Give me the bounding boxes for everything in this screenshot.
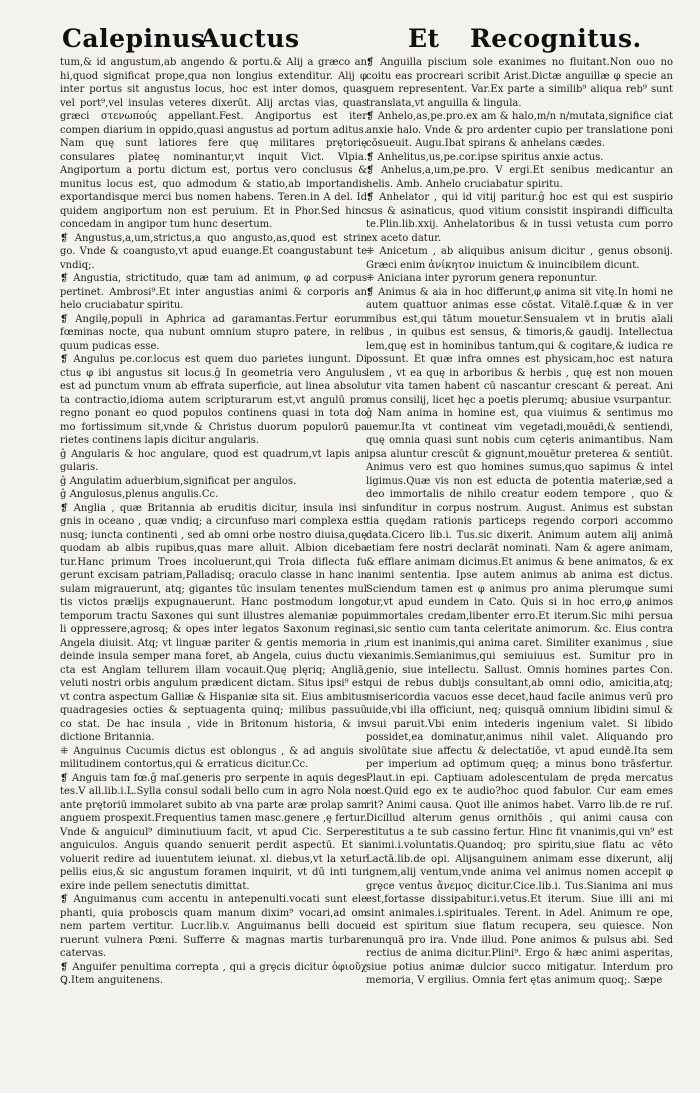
- dictionary-entry: ⁜ Anicetum , ab aliquibus anisum dicitur , genus obsonij. Græci enim ἀνίκητον inuictum & inuincibilem dicunt.: [366, 246, 673, 271]
- header-title-calepinus: Calepinus: [62, 24, 206, 53]
- dictionary-entry: ❡ Animus & aia in hoc differunt,φ anima sit vitę.In homi ne autem quattuor animas esse cōstat. Vitalē.f.quæ & in ver mibus est,qui tātum mouetur.Sensualem vt in brutis aīali bus , in quibus est sensus, & timoris,& gaudij. Intellectua lem,quę est in hominibus tantum,qui & cogitare,& iudica re possunt. Et quæ infra omnes est physicam,hoc est natura lem , vt ea quę in arboribus & herbis , quę est non mouen tur vita tamen habent cū nascantur crescant & pereat. Ani mus consilij, licet hęc a poetis plerumq; abusiue vsurpantur.: [366, 286, 673, 406]
- dictionary-entry: ĝ Angularis & hoc angulare, quod est quadrum,vt lapis an gularis.: [60, 448, 367, 473]
- left-text-column: [60, 56, 367, 988]
- dictionary-entry: ĝ Angulatim aduerbium,significat per angulos.: [60, 475, 297, 487]
- dictionary-entry: ❡ Angustia, strictitudo, quæ tam ad animum, φ ad corpus pertinet. Ambrosi⁹.Et inter angustias animi & corporis an helo cruciabatur spiritu.: [60, 273, 367, 311]
- header-title-auctus: Auctus: [200, 24, 300, 53]
- dictionary-entry: ❡ Anguifer penultima correpta , qui a grȩcis dicitur ὀφιοῦχ Ꝗ.Item anguitenens.: [60, 961, 367, 986]
- dictionary-entry: ❡ Anguis tam fœ.ĝ maſ.generis pro serpente in aquis deges tes.V all.lib.i.L.Sylla consul sodali bello cum in agro Nola no ante prętoriū immolaret subito ab vna parte aræ prolap sam anguem prospexit.Frequentius tamen masc.genere ,ę fertur. Vnde & anguicul⁹ diminutiuum facit, vt apud Cic. Serpere anguiculos. Anguis quando senuerit perdit aspectū. Et si voluerit redire ad iuuentutem ieiunat. xl. diebus,vt la xetur pellis eius,& sic angustum foramen inquirit, vt dū inti tur exire inde pellem senectutis dimittat.: [60, 772, 367, 892]
- dictionary-entry: ❡ Anhelator , qui id vitij paritur.ĝ hoc est qui est suspirio sus & asinaticus, quod vitium consistit inspirandi difficulta te.Plin.lib.xxij. Anhelatoribus & in tussi vetusta cum porro ex aceto datur.: [366, 192, 673, 244]
- dictionary-entry: ⁜ Aniciana inter pyrorum genera reponuntur.: [366, 273, 598, 284]
- dictionary-entry: ❡ Anglia , quæ Britannia ab eruditis dicitur, insula insi s gnis in oceano , quæ vndiq; a circunfuso mari complexa est nusq; iuncta continenti , sed ab omni orbe nostro diuisa,quę quodam ab albis rupibus,quas mare alluit. Albion diceba tur.Hanc primum Troes incoluerunt,qui Troia diflecta fu gerunt excisam patriam,Palladisq; oraculo classe in hanc in sulam migrauerunt, atq; gigantes tūc insulam tenentes mul tis victos prælijs expugnauerunt. Hanc postmodum longo temporum tractu Saxones qui sunt illustres alemaniæ popu li oppressere,agrosq; & opes inter legatos Saxonum regina Angela diuisit. Atq; vt linguæ pariter & gentis memoria in , deinde insula semper mana foret, ab Angela, cuius ductu vi cta est Anglam tellurem illam vocauit.Quę plęriq; Angliā, veluti nostri orbis angulum prædicent dictam. Situs ipsi⁹ est vt contra aspectum Galliæ & Hispaniæ sita sit. Eius ambitus quadragesies octies & septuagenta quinq; milibus passuū co stat. De hac insula , vide in Britonum historia, & in dictione Britannia.: [60, 502, 367, 743]
- dictionary-entry: ❡ Anguimanus cum accentu in antepenulti.vocati sunt ele phanti, quia proboscis quam manum dixim⁹ vocari,ad om nem partem vertitur. Lucr.lib.v. Anguimanus belli docue ruerunt vulnera Pœni. Sufferre & magnas martis turbare catervas.: [60, 894, 367, 959]
- dictionary-entry: ❡ Angustus,a,um,strictus,a quo angusto,as,quod est strin go. Vnde & coangusto,vt apud euange.Et coangustabunt te vndiq;.: [60, 232, 367, 271]
- dictionary-entry: ❡ Angulus pe.cor.locus est quem duo parietes iungunt. Di ctus φ ibi angustus sit locus.ĝ In geometria vero Angulus est ad punctum vnum ab effrata superficie, aut linea absolu ta contractio,idioma autem scripturarum est,vt angulū pro regno ponant eo quod populos continens quasi in tota do mo fortissimum sit,vnde & Christus duorum populorū pa rietes continens lapis dicitur angularis.: [60, 354, 367, 446]
- dictionary-entry: tum,& id angustum,ab angendo & portu.& Alij a græco an hi,quod significat prope,qua non longius extenditur. Alij φ inter portus sit angustus locus, hoc est inter domos, quas vel port⁹,vel insulas veteres dixerūt. Alij arctas vias, quas græci στενωπούς appellant.Fest. Angiportus est iter compen diarium in oppido,quasi angustus ad portum aditus. Nam quę sunt latiores fere quę militares prętorię consulares plateę nominantur,vt inquit Vict. Vlpia. Angiportum a portu dictum est, portus vero conclusus & munitus locus est, quo admodum & statio,ab importandis exportandisque merci bus nomen habens. Teren.in A del. Id quidem angiportum non est peruium. Et in Phor.Sed hinc concedam in angipor tum hunc desertum.: [60, 57, 367, 230]
- dictionary-entry: ĝ Nam anima in homine est, qua viuimus & sentimus mo uemur.Ita vt contineat vim vegetadi,mouēdi,& sentiendi, quę omnia quasi sunt nobis cum cęteris animantibus. Nam ipsa aluntur crescūt & gignunt,mouētur preterea & sentiūt. Animus vero est quo homines sumus,quo sapimus & intel ligimus.Quæ vis non est educta de potentia materiæ,sed a deo immortalis de nihilo creatur eodem tempore , quo & infunditur in corpus nostrum. August. Animus est substan tia quędam rationis particeps regendo corpori accommo data.Cicero lib.i. Tus.sic dixerit. Animum autem alij animā etiam fere nostri declarāt nominati. Nam & agere animam, & efflare animam dicimus.Et animus & bene animatos, & ex animi sententia. Ipse autem animus ab anima est dictus. Sciendum tamen est φ animus pro anima plerumque sumi tur,vt apud eundem in Cato. Quis si in hoc erro,φ animos immortales credam,libenter erro.Et iterum.Sic mihi persua si,sic sentio cum tanta celeritate animorum. &c. Eius contra rium est inanimis,qui anima caret. Similiter exanimus , siue exanimis.Semianimus,qui semiuiuus est. Sumitur pro in genio, siue intellectu. Sallust. Omnis homines partes Con. qui de rebus dubijs consultant,ab omni odio, amicitia,atq; misericordia vacuos esse decet,haud facile animus verū pro uide,vbi illa officiunt, neq; quisquā omnium libidini simul & vsui paruit.Vbi enim intederis ingenium valet. Si libido possidet,ea dominatur,animus nihil valet. Aliquando pro volūtate siue affectu & delectatiōe, vt apud eundē.Ita sem per imperium ad optimum quęq; a minus bono trāsfertur. Plaut.in epi. Captiuam adolescentulam de prȩda mercatus est.Quid ego ex te audio?hoc quod fabulor. Cur eam emes rit? Animi causa. Quot ille animos habet. Varro lib.de re ruſ. Dicillud alterum genus ornithōis , qui animi causa con stitutus a te sub cassino fertur. Hinc fit vnanimis,qui vn⁹ est animi.i.voluntatis.Quandoq; pro spiritu,siue flatu ac vēto Lactā.lib.de opi. Alijsanguinem animam esse dixerunt, alij ignem,alij ventum,vnde anima vel animus nomen accepit φ grȩce ventus ἄνεμος dicitur.Cice.lib.i. Tus.Sianima ani mus est,fortasse dissipabitur.i.vetus.Et iterum. Siue illi ani mi sint animales.i.spirituales. Terent. in Adel. Animum re ope, id est spiritum siue flatum recupera, seu quiesce. Non nunquā pro ira. Vnde illud. Pone animos & pulsus abi. Sed rectius de anima dicitur.Plini⁹. Ergo & hæc animi asperitas, siue potius animæ dulcior succo mitigatur. Interdum pro memoria, V ergilius. Omnia fert ętas animum quoq;. Sæpe: [366, 408, 673, 986]
- dictionary-entry: ⁜ Anguinus Cucumis dictus est oblongus , & ad anguis si militudinem contortus,qui & erraticus dicitur.Cc.: [60, 745, 367, 770]
- dictionary-entry: ❡ Anhelo,as,pe.pro.ex am & halo,m/n n/mutata,significe ciat anxie halo. Vnde & pro ardenter cupio per translatione poni cōsueuit. Augu.Ibat spirans & anhelans cædes.: [366, 111, 673, 149]
- dictionary-entry: ❡ Angilę,populi in Aphrica ad garamantas.Fertur eorum fœminas nocte, qua nubunt omnium stupro patere, in reli quum pudicas esse.: [60, 313, 367, 352]
- dictionary-entry: ❡ Anhelus,a,um,pe.pro. V ergi.Et senibus medicantur an helis. Amb. Anhelo cruciabatur spiritu.: [366, 165, 673, 190]
- header-title-et: Et: [408, 24, 440, 53]
- dictionary-entry: ĝ Angulosus,plenus angulis.Cc.: [60, 489, 219, 500]
- right-text-column: [366, 56, 673, 988]
- header-title-recognitus: Recognitus.: [470, 24, 642, 53]
- dictionary-entry: ❡ Anguilla piscium sole exanimes no fluitant.Non ouo no coitu eas procreari scribit Arist.Dictæ anguillæ φ specie an guem representent. Var.Ex parte a similib⁹ aliqua reb⁹ sunt translata,vt anguilla & lingula.: [366, 57, 673, 109]
- dictionary-entry: ❡ Anhelitus,us,pe.cor.ipse spiritus anxie actus.: [366, 151, 604, 163]
